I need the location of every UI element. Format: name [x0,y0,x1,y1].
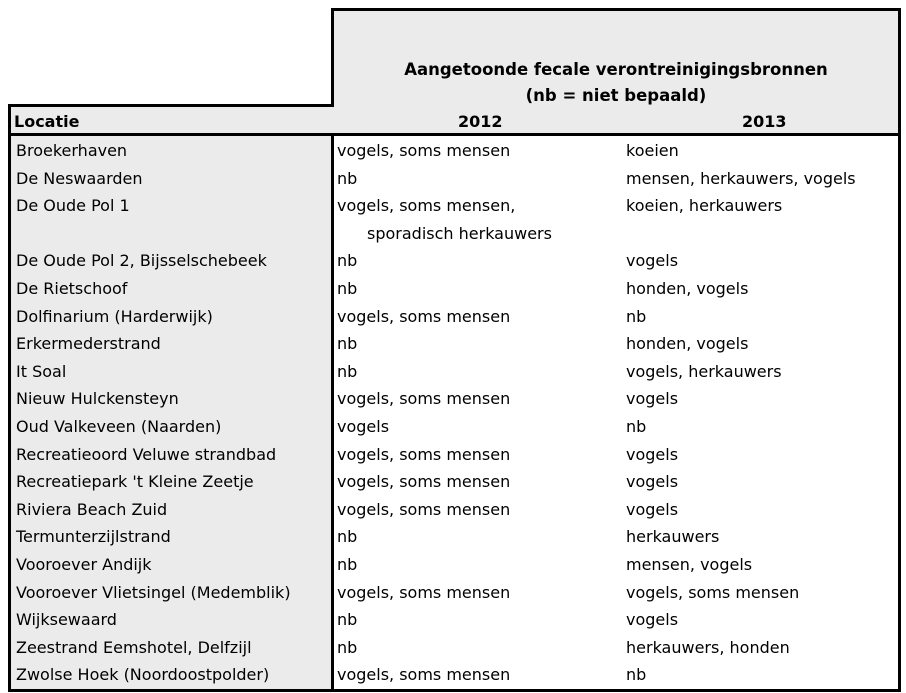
table-title-line1: Aangetoonde fecale verontreinigingsbronnen [404,60,828,79]
source-2013-cell: vogels, herkauwers [626,361,782,381]
source-2012-cell: vogels, soms mensen [337,472,511,492]
location-cell: Termunterzijlstrand [16,527,171,547]
source-2013-cell: vogels [626,251,679,271]
location-cell: Recreatiepark 't Kleine Zeetje [16,472,254,492]
source-2013-cell: vogels [626,389,679,409]
source-2013-cell: vogels [626,472,679,492]
source-2012-cell: nb [337,555,358,574]
source-2013-cell: nb [626,417,647,436]
location-cell: Zeestrand Eemshotel, Delfzijl [16,637,252,657]
location-cell: De Rietschoof [16,279,128,298]
location-cell: De Oude Pol 2, Bijsselschebeek [16,251,267,271]
source-2012-cell: nb [337,334,358,354]
source-2013-cell: honden, vogels [626,334,749,354]
location-cell: Vooroever Vlietsingel (Medemblik) [16,582,291,602]
table-title-line2: (nb = niet bepaald) [525,86,707,105]
location-cell: Vooroever Andijk [16,555,152,574]
table-title [334,57,898,109]
source-2013-cell: honden, vogels [626,279,749,298]
location-cell: Oud Valkeveen (Naarden) [16,417,222,436]
year-2013-column-header: 2013 [742,112,787,131]
source-2013-cell: mensen, vogels [626,555,753,574]
source-2013-cell: vogels, soms mensen [626,582,800,602]
source-2012-cell: nb [337,251,358,271]
source-2012-cell: vogels [337,417,390,436]
location-header-cell [8,104,334,133]
source-2013-cell: vogels [626,444,679,464]
source-2013-cell: nb [626,665,647,685]
source-2013-cell: mensen, herkauwers, vogels [626,168,856,188]
location-cell: Erkermederstrand [16,334,161,354]
source-2012-cell: nb [337,168,358,188]
source-2012-cell: nb [337,279,358,298]
source-2013-cell: vogels [626,610,679,630]
source-2012-cell: vogels, soms mensen [337,499,511,519]
source-2013-cell: herkauwers [626,527,720,547]
location-cell: De Oude Pol 1 [16,196,130,216]
table-body [8,136,901,692]
source-2013-cell: koeien [626,141,679,160]
source-2013-cell: herkauwers, honden [626,637,790,657]
source-2013-cell: koeien, herkauwers [626,196,783,216]
location-cell: It Soal [16,361,67,381]
source-2012-cell: nb [337,527,358,547]
source-2012-cell: vogels, soms mensen [337,665,511,685]
column-divider [331,136,334,689]
source-2012-cell: nb [337,637,358,657]
source-2012-cell: vogels, soms mensen [337,389,511,409]
source-2013-cell: vogels [626,499,679,519]
source-2012-cell: vogels, soms mensen, [337,196,516,216]
location-column-header: Locatie [14,112,80,131]
location-cell: Nieuw Hulckensteyn [16,389,179,409]
source-2012-cell: vogels, soms mensen [337,141,511,160]
location-cell: Riviera Beach Zuid [16,499,168,519]
source-2012-cell: nb [337,361,358,381]
location-cell: De Neswaarden [16,168,143,188]
location-cell: Wijksewaard [16,610,117,630]
source-2012-cell: vogels, soms mensen [337,582,511,602]
location-cell: Zwolse Hoek (Noordoostpolder) [16,665,270,685]
source-2013-cell: nb [626,306,647,326]
location-cell: Recreatieoord Veluwe strandbad [16,444,277,464]
source-2012-cell: nb [337,610,358,630]
location-cell: Dolfinarium (Harderwijk) [16,306,213,326]
location-cell: Broekerhaven [16,141,128,160]
table-header-group [331,8,901,133]
year-2012-column-header: 2012 [458,112,503,131]
source-2012-continuation-cell: sporadisch herkauwers [367,223,552,243]
source-2012-cell: vogels, soms mensen [337,306,511,326]
source-2012-cell: vogels, soms mensen [337,444,511,464]
location-column-background [11,136,331,689]
